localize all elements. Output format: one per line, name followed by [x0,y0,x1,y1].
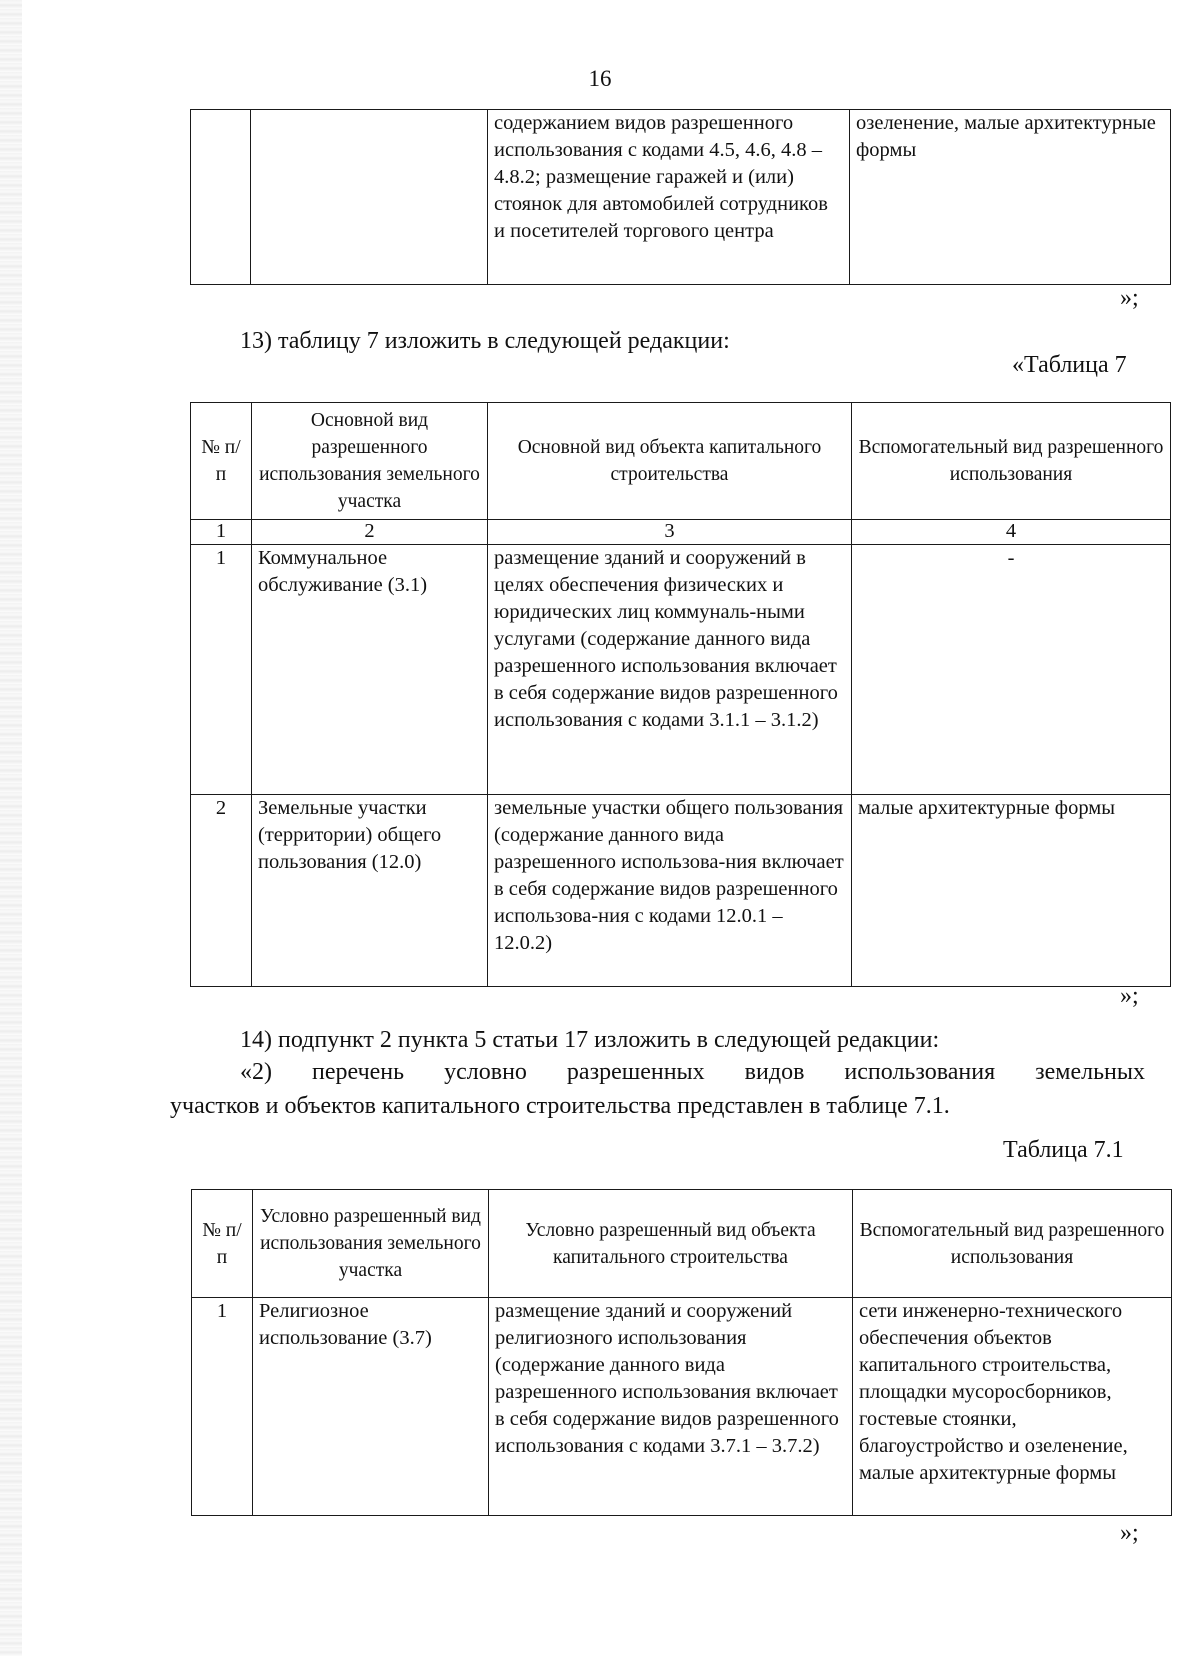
scan-edge-artifact [0,0,22,1656]
header-conditional-object: Условно разрешенный вид объекта капитального строительства [489,1190,853,1298]
item-14-body-line-1: «2) перечень условно разрешенных видов использования земельных [240,1059,1145,1085]
closing-quote: »; [1120,983,1139,1009]
table-row [191,545,1171,795]
column-number: 3 [488,520,852,545]
main-use-cell: Коммунальное обслуживание (3.1) [252,545,488,795]
table-7-caption: «Таблица 7 [1012,352,1127,378]
header-conditional-use: Условно разрешенный вид использования земельного участка [253,1190,489,1298]
header-auxiliary-use: Вспомогательный вид разрешенного использования [853,1190,1172,1298]
table-row [191,110,1171,285]
main-object-cell: размещение зданий и сооружений в целях обеспечения физических и юридических лиц коммуналь-ными услугами (содержание данного вида разрешенного использования включает в себя содержание видов разрешенного использования с кодами 3.1.1 – 3.1.2) [488,545,852,795]
header-number: № п/п [192,1190,253,1298]
row-number: 1 [192,1298,253,1516]
table-cell [251,110,488,285]
header-main-object: Основной вид объекта капитального строительства [488,403,852,520]
table-header-row [191,403,1171,520]
closing-quote: »; [1120,285,1139,311]
item-14-body-line-2: участков и объектов капитального строительства представлен в таблице 7.1. [170,1093,950,1119]
auxiliary-use-cell: малые архитектурные формы [852,795,1171,987]
page-number: 16 [588,66,612,91]
column-number: 4 [852,520,1171,545]
table-7-1 [191,1189,1172,1516]
auxiliary-use-cell: сети инженерно-технического обеспечения объектов капитального строительства, площадки мусоросборников, гостевые стоянки, благоустройство и озеленение, малые архитектурные формы [853,1298,1172,1516]
auxiliary-use-cell: - [852,545,1171,795]
table-header-row [192,1190,1172,1298]
main-object-cell: земельные участки общего пользования (содержание данного вида разрешенного использова-ния включает в себя содержание видов разрешенного использова-ния с кодами 12.0.1 – 12.0.2) [488,795,852,987]
item-14-text: 14) подпункт 2 пункта 5 статьи 17 изложить в следующей редакции: [240,1027,940,1053]
header-number: № п/п [191,403,252,520]
item-13-text: 13) таблицу 7 изложить в следующей редакции: [240,328,730,354]
row-number: 1 [191,545,252,795]
header-auxiliary-use: Вспомогательный вид разрешенного использования [852,403,1171,520]
table-7 [190,402,1171,987]
column-number: 2 [252,520,488,545]
conditional-object-cell: размещение зданий и сооружений религиозного использования (содержание данного вида разрешенного использования включает в себя содержание видов разрешенного использования с кодами 3.7.1 – 3.7.2) [489,1298,853,1516]
column-numbering-row [191,520,1171,545]
table-cell: содержанием видов разрешенного использования с кодами 4.5, 4.6, 4.8 – 4.8.2; размещение гаражей и (или) стоянок для автомобилей сотрудников и посетителей торгового центра [488,110,850,285]
closing-quote: »; [1120,1520,1139,1546]
table-row [192,1298,1172,1516]
continued-table [190,109,1171,285]
header-main-use: Основной вид разрешенного использования земельного участка [252,403,488,520]
table-cell [191,110,251,285]
conditional-use-cell: Религиозное использование (3.7) [253,1298,489,1516]
table-7-1-caption: Таблица 7.1 [1003,1137,1124,1163]
row-number: 2 [191,795,252,987]
table-cell: озеленение, малые архитектурные формы [850,110,1171,285]
column-number: 1 [191,520,252,545]
table-row [191,795,1171,987]
main-use-cell: Земельные участки (территории) общего пользования (12.0) [252,795,488,987]
